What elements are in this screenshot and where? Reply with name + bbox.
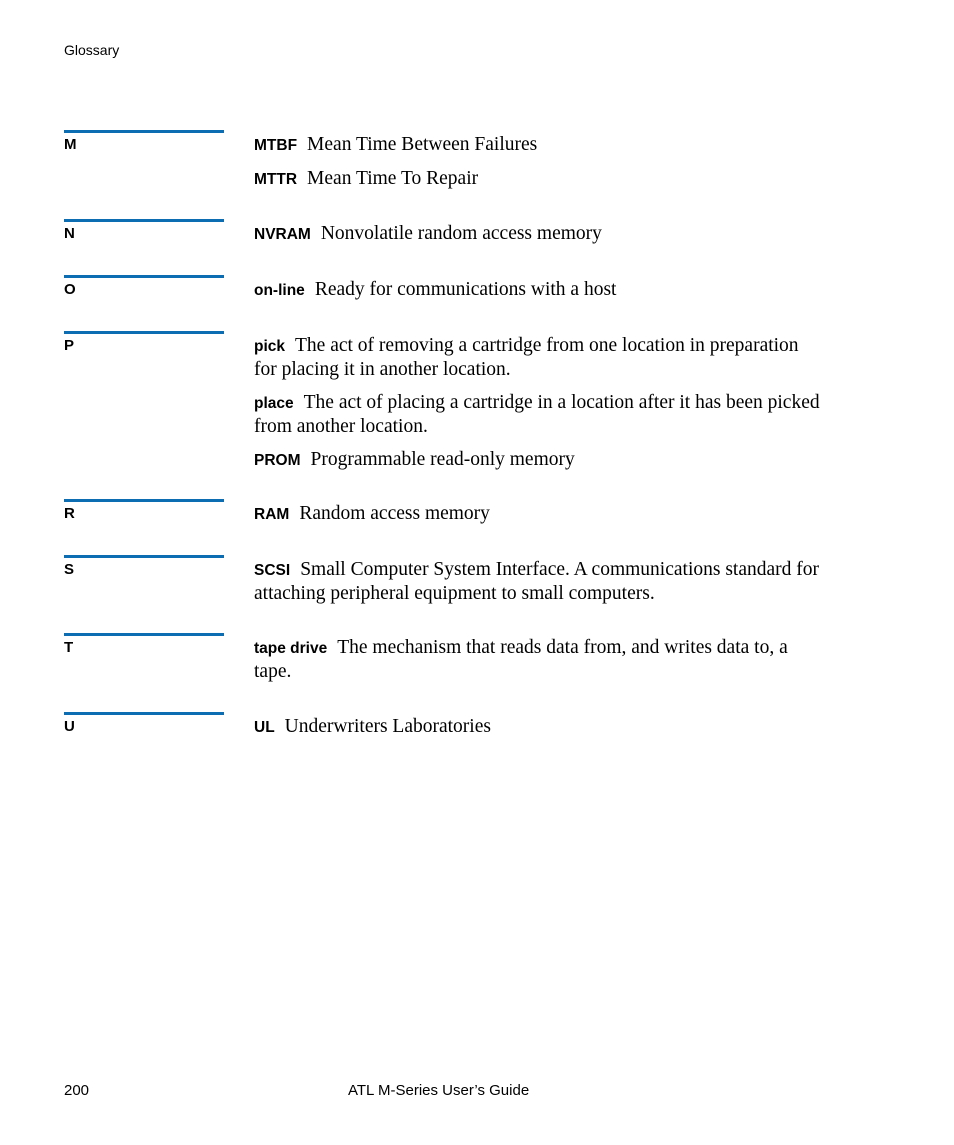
section-letter: N xyxy=(64,225,75,242)
glossary-term: MTTR xyxy=(254,171,298,188)
glossary-term: UL xyxy=(254,719,275,736)
glossary-entry xyxy=(254,167,824,191)
glossary-term: place xyxy=(254,395,294,412)
section-rule xyxy=(64,633,224,636)
page-number: 200 xyxy=(64,1082,90,1099)
glossary-term: RAM xyxy=(254,506,290,523)
section-entries xyxy=(254,331,824,472)
section-entries xyxy=(254,633,824,683)
section-letter: T xyxy=(64,639,74,656)
glossary-term: PROM xyxy=(254,452,301,469)
section-rule xyxy=(64,712,224,715)
glossary-entry xyxy=(254,636,824,683)
section-rule xyxy=(64,555,224,558)
section-letter: R xyxy=(64,505,75,522)
section-entries xyxy=(254,712,824,739)
section-entries xyxy=(254,130,824,191)
section-rule xyxy=(64,130,224,133)
book-title: ATL M-Series User’s Guide xyxy=(348,1082,530,1099)
glossary-entry xyxy=(254,133,824,157)
section-letter: M xyxy=(64,136,77,153)
section-letter: U xyxy=(64,718,75,735)
glossary-definition: Ready for communications with a host xyxy=(314,279,617,300)
section-letter: O xyxy=(64,281,76,298)
glossary-entry xyxy=(254,448,824,472)
glossary-entry xyxy=(254,334,824,381)
section-letter: S xyxy=(64,561,75,578)
glossary-definition: Underwriters Laboratories xyxy=(284,716,491,737)
glossary-definition: The act of removing a cartridge from one location in preparation for placing it in another location. xyxy=(254,335,799,380)
glossary-definition: Nonvolatile random access memory xyxy=(320,223,602,244)
glossary-term: NVRAM xyxy=(254,226,311,243)
glossary-term: pick xyxy=(254,338,286,355)
section-rule xyxy=(64,219,224,222)
glossary-entry xyxy=(254,278,824,302)
glossary-definition: Random access memory xyxy=(299,503,490,524)
glossary-entry xyxy=(254,558,824,605)
running-head: Glossary xyxy=(64,42,120,58)
section-rule xyxy=(64,275,224,278)
glossary-term: on-line xyxy=(254,282,305,299)
section-rule xyxy=(64,331,224,334)
glossary-term: SCSI xyxy=(254,562,291,579)
glossary-definition: Mean Time To Repair xyxy=(307,168,479,189)
glossary-entry xyxy=(254,391,824,438)
glossary-term: MTBF xyxy=(254,137,298,154)
section-entries xyxy=(254,275,824,302)
glossary-definition: Programmable read-only memory xyxy=(310,449,575,470)
glossary-entry xyxy=(254,502,824,526)
section-entries xyxy=(254,219,824,246)
glossary-term: tape drive xyxy=(254,640,328,657)
section-rule xyxy=(64,499,224,502)
glossary-definition: Small Computer System Interface. A communications standard for attaching peripheral equipment to small computers. xyxy=(254,559,819,604)
glossary-entry xyxy=(254,715,824,739)
section-entries xyxy=(254,499,824,526)
glossary-definition: The mechanism that reads data from, and writes data to, a tape. xyxy=(254,637,788,682)
glossary-entry xyxy=(254,222,824,246)
glossary-definition: Mean Time Between Failures xyxy=(307,134,538,155)
section-entries xyxy=(254,555,824,605)
section-letter: P xyxy=(64,337,75,354)
glossary-definition: The act of placing a cartridge in a location after it has been picked from another location. xyxy=(254,392,820,437)
